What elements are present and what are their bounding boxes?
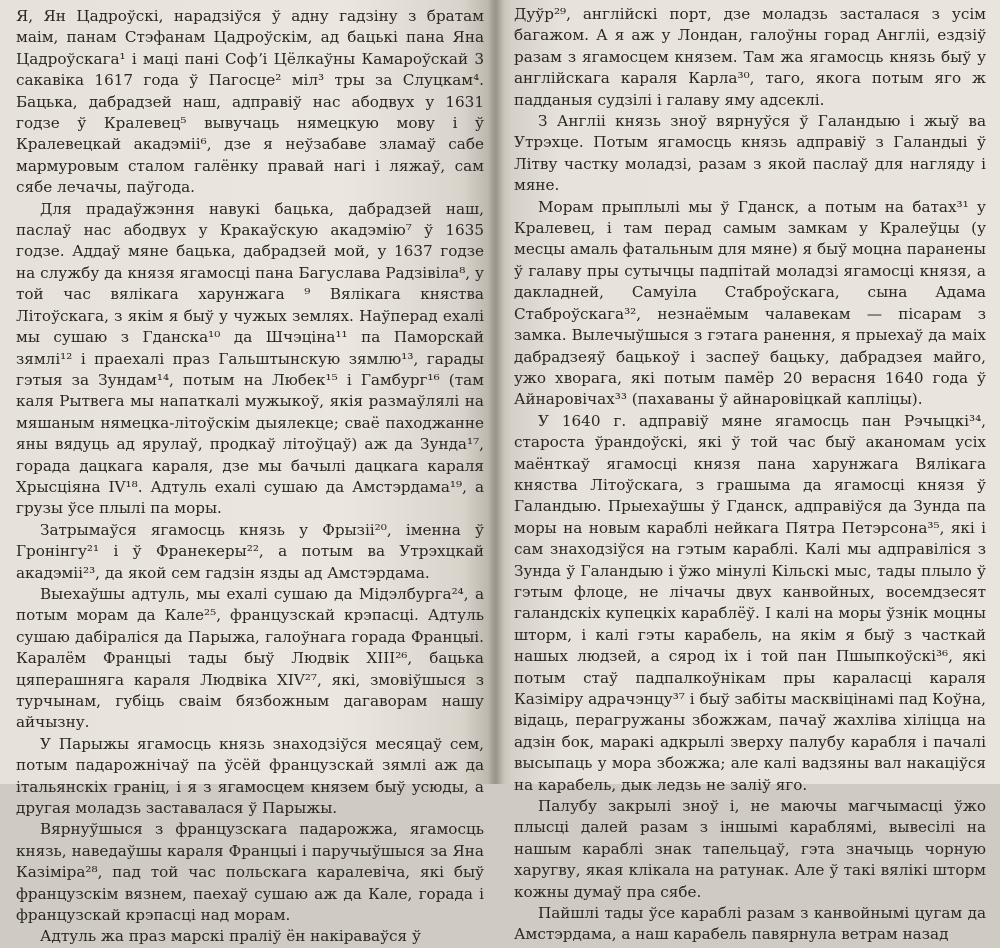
paragraph: У 1640 г. адправіў мяне ягамосць пан Рэчыцкі³⁴, староста ўрандоўскі, які ў той час быў аканомам усіх маёнткаў ягамосці князя пана харунжага Вялікага княства Літоўскага, з грашыма да ягамосці князя ў Галандыю. Прыехаўшы ў Гданск, адправіўся да Зунда па моры на новым караблі нейкага Пятра Петэрсона³⁵, які і сам знаходзіўся на гэтым караблі. Калі мы адправіліся з Зунда ў Галандыю і ўжо мінулі Кільскі мыс, тады плыло ў гэтым флоце, не лічачы двух канвойных, восемдзесят галандскіх купецкіх караблёў. І калі на моры ўзнік моцны шторм, і калі гэты карабель, на якім я быў з часткай нашых людзей, а сярод іх і той пан Пшыпкоўскі³⁶, які потым стаў падпалкоўнікам пры караласці караля Казіміру адрачэнцу³⁷ і быў забіты масквіцінамі пад Коўна, відаць, перагружаны збожжам, пачаў жахліва хіліцца на адзін бок, маракі адкрылі зверху палубу карабля і пачалі высыпаць у мора збожжа; але калі вадзяны вал накаціўся на карабель, дык ледзь не заліў яго. [514, 411, 986, 794]
paragraph: Вярнуўшыся з французскага падарожжа, ягамосць князь, наведаўшы караля Францыі і паручыўшыся за Яна Казіміра²⁸, пад той час польскага каралевіча, які быў французскім вязнем, паехаў сушаю аж да Кале, горада і французскай крэпасці над морам. [16, 820, 484, 925]
paragraph: Я, Ян Цадроўскі, нарадзіўся ў адну гадзіну з братам маім, панам Стэфанам Цадроўскім, ад бацькі пана Яна Цадроўскага¹ і маці пані Софʼі Цёлкаўны Камароўскай 3 сакавіка 1617 года ў Пагосце² міл³ тры за Слуцкам⁴. Бацька, дабрадзей наш, адправіў нас абодвух у 1631 годзе ў Кралевец⁵ вывучаць нямецкую мову і ў Кралевецкай акадэміі⁶, дзе я неўзабаве зламаў сабе мармуровым сталом галёнку правай нагі і ляжаў, сам сябе лечачы, паўгода. [16, 7, 484, 197]
paragraph: Пайшлі тады ўсе караблі разам з канвойнымі цугам да Амстэрдама, а наш карабель павярнула ветрам назад [514, 904, 986, 944]
paragraph: Затрымаўся ягамосць князь у Фрызіі²⁰, іменна ў Гронінгу²¹ і ў Франекеры²², а потым ва Утрэхцкай акадэміі²³, да якой сем гадзін язды ад Амстэрдама. [16, 520, 484, 582]
paragraph: Для прадаўжэння навукі бацька, дабрадзей наш, паслаў нас абодвух у Кракаўскую акадэмію⁷ ў 1635 годзе. Аддаў мяне бацька, дабрадзей мой, у 1637 годзе на службу да князя ягамосці пана Багуслава Радзівіла⁸, у той час вялікага харунжага ⁹ Вялікага княства Літоўскага, з якім я быў у чужых землях. Наўперад ехалі мы сушаю з Гданска¹⁰ да Шчэціна¹¹ па Паморскай зямлі¹² і праехалі праз Гальштынскую зямлю¹³, гарады гэтыя за Зундам¹⁴, потым на Любек¹⁵ і Гамбург¹⁶ (там каля Рытвега мы напаткалі мужыкоў, якія размаўлялі на мяшаным нямецка-літоўскім дыялекце; сваё паходжанне яны вядуць ад ярулаў, продкаў літоўцаў) аж да Зунда¹⁷, горада дацкага караля, дзе мы бачылі дацкага караля Хрысціяна IV¹⁸. Адтуль ехалі сушаю да Амстэрдама¹⁹, а грузы ўсе плылі па моры. [16, 199, 484, 518]
paragraph: Дуўр²⁹, англійскі порт, дзе моладзь засталася з усім багажом. А я аж у Лондан, галоўны горад Англіі, ездзіў разам з ягамосцем князем. Там жа ягамосць князь быў у англійскага караля Карла³⁰, таго, якога потым яго ж падданыя судзілі і галаву яму адсеклі. [514, 5, 986, 109]
paragraph: Палубу закрылі зноў і, не маючы магчымасці ўжо плысці далей разам з іншымі караблямі, вывесілі на нашым караблі знак тапельцаў, гэта значыць чорную харугву, якая клікала на ратунак. Але ў такі вялікі шторм кожны думаў пра сябе. [514, 797, 986, 901]
paragraph: З Англіі князь зноў вярнуўся ў Галандыю і жыў ва Утрэхце. Потым ягамосць князь адправіў з Галандыі ў Літву частку моладзі, разам з якой паслаў для нагляду і мяне. [514, 112, 986, 195]
paragraph: Морам прыплылі мы ў Гданск, а потым на батах³¹ у Кралевец, і там перад самым замкам у Кралеўцы (у месцы амаль фатальным для мяне) я быў моцна паранены ў галаву пры сутычцы падпітай моладзі ягамосці князя, а дакладней, Самуіла Стаброўскага, сына Адама Стаброўскага³², незнаёмым чалавекам — пісарам з замка. Вылечыўшыся з гэтага ранення, я прыехаў да маіх дабрадзеяў бацькоў і заспеў бацьку, дабрадзея майго, ужо хворага, які потым памёр 20 верасня 1640 года ў Айнаровічах³³ (пахаваны ў айнаровіцкай капліцы). [514, 197, 986, 409]
paragraph: Адтуль жа праз марскі праліў ён накіраваўся ў [40, 927, 421, 946]
paragraph: У Парыжы ягамосць князь знаходзіўся месяцаў сем, потым падарожнічаў па ўсёй французскай зямлі аж да італьянскіх граніц, і я з ягамосцем князем быў усюды, а другая моладзь заставалася ў Парыжы. [16, 734, 484, 818]
right-page [492, 0, 1000, 944]
left-page [0, 0, 492, 946]
paragraph: Выехаўшы адтуль, мы ехалі сушаю да Мідэлбурга²⁴, а потым морам да Кале²⁵, французскай крэпасці. Адтуль сушаю дабіраліся да Парыжа, галоўнага горада Францыі. Каралём Францыі тады быў Людвік XIII²⁶, бацька цяперашняга караля Людвіка XIV²⁷, які, змовіўшыся з турчынам, губіць сваім бязбожным дагаворам нашу айчызну. [16, 584, 484, 732]
